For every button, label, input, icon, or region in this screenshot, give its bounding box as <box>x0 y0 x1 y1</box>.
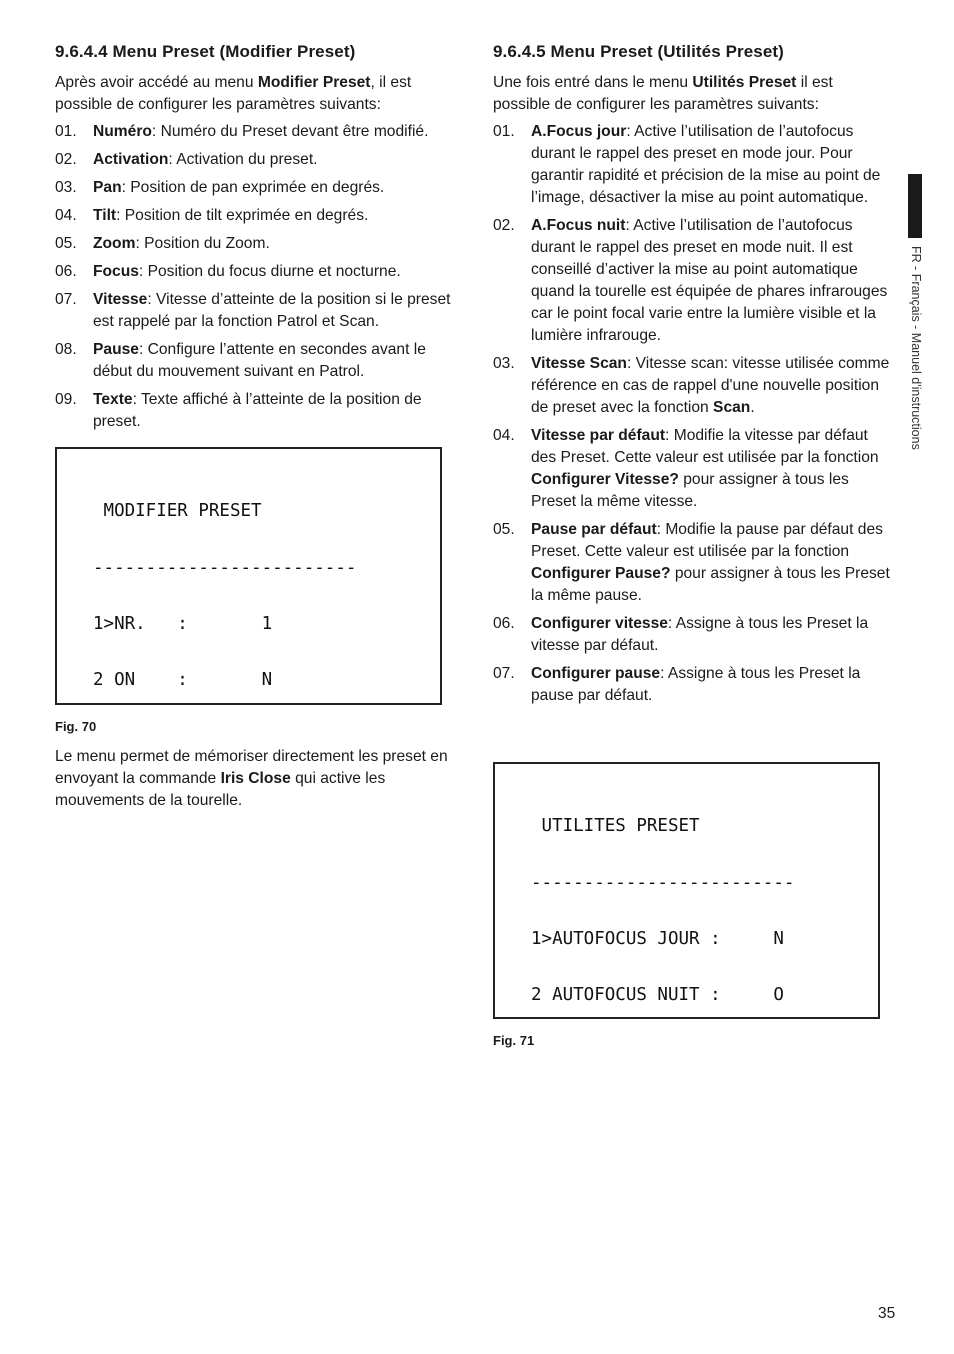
item-number: 04. <box>55 207 77 224</box>
screen-line: 1>AUTOFOCUS JOUR : N <box>531 928 784 949</box>
item-number: 05. <box>55 235 77 252</box>
right-column <box>493 40 893 713</box>
para-text-end: qui active les mouvements de la tourelle. <box>55 770 386 809</box>
item-term: Activation <box>93 151 169 168</box>
item-number: 06. <box>493 615 515 632</box>
item-text <box>531 663 893 707</box>
list-item <box>493 663 893 707</box>
para-text: Le menu permet de mémoriser directement les preset en envoyant la commande <box>55 748 448 787</box>
intro-text: Après avoir accédé au menu <box>55 74 258 91</box>
intro-bold: Utilités Preset <box>692 74 797 91</box>
item-desc: : Activation du preset. <box>168 151 318 168</box>
side-language-label: FR - Français - Manuel d'instructions <box>909 246 923 450</box>
item-term: Numéro <box>93 123 152 140</box>
item-desc: : Configure l’attente en secondes avant le début du mouvement suivant en Patrol. <box>93 341 426 380</box>
item-term-2: Configurer Vitesse? <box>531 471 679 488</box>
screen-line: 1>NR. : 1 <box>93 613 273 634</box>
item-text <box>93 261 467 283</box>
item-number: 02. <box>493 217 515 234</box>
list-item <box>55 289 467 333</box>
list-item <box>55 177 467 199</box>
language-tab-marker <box>908 174 922 238</box>
item-number: 04. <box>493 427 515 444</box>
item-desc: : Active l’utilisation de l’autofocus durant le rappel des preset en mode jour. Pour garantir rapidité et précision de la mise au point de l’image, désactiver la mise au point automatique. <box>531 123 881 206</box>
item-text <box>93 339 467 383</box>
item-term: Pause par défaut <box>531 521 657 538</box>
screen-line: UTILITES PRESET <box>531 816 700 837</box>
item-term: A.Focus jour <box>531 123 627 140</box>
item-number: 07. <box>55 291 77 308</box>
screen-line: 2 AUTOFOCUS NUIT : O <box>531 984 784 1005</box>
item-number: 05. <box>493 521 515 538</box>
item-term: Zoom <box>93 235 136 252</box>
item-desc: : Position de pan exprimée en degrés. <box>121 179 385 196</box>
section-title-modifier-preset: 9.6.4.4 Menu Preset (Modifier Preset) <box>55 42 356 61</box>
item-text <box>93 233 467 255</box>
list-item <box>493 613 893 657</box>
item-desc: : Texte affiché à l’atteinte de la position de preset. <box>93 391 422 430</box>
item-desc: : Modifie la pause par défaut des Preset. Cette valeur est utilisée par la fonction <box>531 521 883 560</box>
item-number: 06. <box>55 263 77 280</box>
list-item <box>55 339 467 383</box>
list-item <box>55 149 467 171</box>
item-desc: : Modifie la vitesse par défaut des Preset. Cette valeur est utilisée par la fonction <box>531 427 879 466</box>
item-text <box>531 613 893 657</box>
item-term: Vitesse <box>93 291 148 308</box>
item-desc: : Assigne à tous les Preset la pause par défaut. <box>531 665 861 704</box>
item-term: Vitesse Scan <box>531 355 627 372</box>
item-term: Texte <box>93 391 133 408</box>
intro-text: Une fois entré dans le menu <box>493 74 693 91</box>
intro-text-end: , il est possible de configurer les paramètres suivants: <box>55 74 412 113</box>
item-number: 01. <box>493 123 515 140</box>
item-text <box>93 389 467 433</box>
item-text <box>93 289 467 333</box>
closing-paragraph <box>55 746 467 812</box>
item-term: Pause <box>93 341 139 358</box>
list-item <box>55 121 467 143</box>
item-term-2: Configurer Pause? <box>531 565 671 582</box>
item-text <box>93 205 467 227</box>
screen-line: ------------------------- <box>531 872 795 893</box>
modifier-preset-screen <box>55 447 442 705</box>
left-column <box>55 40 467 439</box>
item-text <box>93 121 467 143</box>
list-item <box>493 519 893 607</box>
list-item <box>55 389 467 433</box>
parameter-list-right <box>493 121 893 707</box>
item-text <box>531 121 893 209</box>
list-item <box>493 215 893 347</box>
item-number: 01. <box>55 123 77 140</box>
screen-line: MODIFIER PRESET <box>93 501 262 522</box>
list-item <box>55 261 467 283</box>
item-desc: : Vitesse d’atteinte de la position si le preset est rappelé par la fonction Patrol et Scan. <box>93 291 451 330</box>
figure-caption-70: Fig. 70 <box>55 719 97 734</box>
item-term: Vitesse par défaut <box>531 427 666 444</box>
item-number: 03. <box>493 355 515 372</box>
intro-bold: Modifier Preset <box>257 74 371 91</box>
item-desc: : Vitesse scan: vitesse utilisée comme référence en cas de rappel d'une nouvelle position de preset avec la fonction <box>531 355 890 416</box>
item-desc: : Numéro du Preset devant être modifié. <box>151 123 429 140</box>
list-item <box>493 425 893 513</box>
utilites-preset-screen <box>493 762 880 1019</box>
item-desc: : Position de tilt exprimée en degrés. <box>116 207 369 224</box>
page-number: 35 <box>878 1305 896 1322</box>
item-term: Configurer vitesse <box>531 615 668 632</box>
intro-modifier-preset <box>55 72 467 116</box>
screen-line: ------------------------- <box>93 557 357 578</box>
item-desc: : Active l’utilisation de l’autofocus durant le rappel des preset en mode nuit. Il est conseillé d’activer la mise au point automatique quand la tourelle est équipée de phares infrarouges car le point focal varie entre la lumière visible et la lumière infrarouge. <box>531 217 888 344</box>
item-term: Tilt <box>93 207 117 224</box>
list-item <box>493 121 893 209</box>
item-number: 02. <box>55 151 77 168</box>
item-number: 07. <box>493 665 515 682</box>
item-text <box>93 177 467 199</box>
item-desc-2: . <box>750 399 755 416</box>
item-text <box>93 149 467 171</box>
item-text <box>531 353 893 419</box>
item-text <box>531 215 893 347</box>
screen-line: 2 ON : N <box>93 669 273 690</box>
list-item <box>55 205 467 227</box>
item-desc-2: pour assigner à tous les Preset la même vitesse. <box>531 471 849 510</box>
item-number: 03. <box>55 179 77 196</box>
intro-text-end: il est possible de configurer les paramètres suivants: <box>493 74 833 113</box>
item-number: 08. <box>55 341 77 358</box>
item-term: Focus <box>93 263 139 280</box>
item-desc: : Assigne à tous les Preset la vitesse par défaut. <box>531 615 869 654</box>
item-text <box>531 519 893 607</box>
para-bold: Iris Close <box>220 770 291 787</box>
item-desc-2: pour assigner à tous les Preset la même pause. <box>531 565 890 604</box>
item-term-2: Scan <box>713 399 751 416</box>
item-term: A.Focus nuit <box>531 217 626 234</box>
section-title-utilites-preset: 9.6.4.5 Menu Preset (Utilités Preset) <box>493 42 784 61</box>
list-item <box>55 233 467 255</box>
item-text <box>531 425 893 513</box>
item-term: Pan <box>93 179 122 196</box>
parameter-list-left <box>55 121 467 433</box>
intro-utilites-preset <box>493 72 893 116</box>
item-desc: : Position du focus diurne et nocturne. <box>138 263 401 280</box>
item-desc: : Position du Zoom. <box>135 235 270 252</box>
item-term: Configurer pause <box>531 665 661 682</box>
list-item <box>493 353 893 419</box>
figure-caption-71: Fig. 71 <box>493 1033 535 1048</box>
item-number: 09. <box>55 391 77 408</box>
